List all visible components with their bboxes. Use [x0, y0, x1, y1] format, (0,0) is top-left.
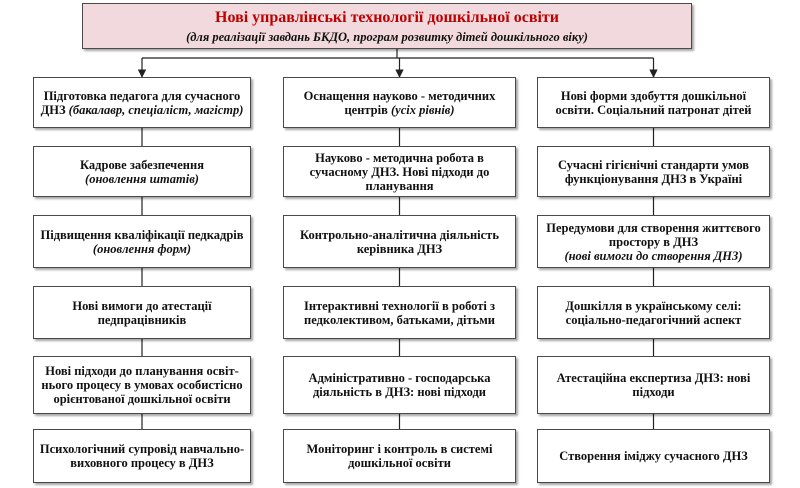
box-text: Науково - методична робота в сучасному ДНЗ. Нові підходи до планування — [309, 150, 490, 193]
box-text: Контрольно-аналітична діяльність керівника ДНЗ — [300, 227, 499, 256]
box-text: Психологічний супровід навчально-виховного процесу в ДНЗ — [39, 442, 245, 470]
box-text: Дошкілля в українському селі: соціально-педагогічний аспект — [565, 298, 742, 327]
box-col3-row1 — [537, 77, 770, 128]
box-col1-row3 — [33, 215, 251, 268]
box-text: Передумови для створення життєвого простору в ДНЗ — [546, 220, 761, 249]
box-col2-row4 — [283, 286, 516, 339]
box-col1-row1 — [33, 77, 251, 128]
box-italic-note: (бакалавр, спеціаліст, магістр) — [68, 102, 244, 117]
box-text: Нові вимоги до атестації педпрацівників — [72, 298, 212, 327]
box-text: Моніторинг і контроль в системі дошкільної освіти — [306, 442, 493, 470]
box-col2-row6 — [283, 429, 516, 483]
box-text: Нові підходи до планування освіт-нього процесу в умовах особистісно орієнтованої дошкільної освіти — [41, 364, 243, 406]
box-text: Нові форми здобуття дошкільної освіти. Соціальний патронат дітей — [555, 88, 752, 117]
box-col3-row2 — [537, 146, 770, 197]
box-text: Сучасні гігієнічні стандарти умов функціонування ДНЗ в Україні — [557, 157, 750, 186]
box-text: Підготовка педагога для сучасного ДНЗ — [40, 88, 241, 117]
box-col2-row1 — [283, 77, 516, 128]
box-text: Атестаційна експертиза ДНЗ: нові підходи — [556, 371, 751, 399]
box-col2-row5 — [283, 356, 516, 414]
box-col1-row2 — [33, 146, 251, 197]
header-box — [82, 3, 692, 49]
box-col3-row5 — [537, 356, 770, 414]
header-title: Нові управлінські технології дошкільної освіти — [215, 9, 559, 26]
box-text: Інтерактивні технології в роботі з педколективом, батьками, дітьми — [303, 298, 496, 327]
box-text: Підвищення кваліфікації педкадрів — [40, 227, 244, 242]
box-italic-note: (нові вимоги до створення ДНЗ) — [564, 248, 743, 263]
box-col3-row4 — [537, 286, 770, 339]
box-col2-row2 — [283, 146, 516, 197]
box-col3-row3 — [537, 215, 770, 268]
box-text: Створення іміджу сучасного ДНЗ — [559, 449, 748, 463]
box-col1-row4 — [33, 286, 251, 339]
box-text: Кадрове забезпечення — [80, 157, 204, 172]
box-italic-note: (оновлення форм) — [92, 241, 192, 256]
box-col3-row6 — [537, 429, 770, 483]
box-italic-note: (усіх рівнів) — [390, 102, 455, 117]
box-text: Оснащення науково - методичних центрів — [303, 88, 496, 117]
box-col1-row6 — [33, 429, 251, 483]
header-subtitle: (для реалізації завдань БКДО, програм розвитку дітей дошкільного віку) — [186, 30, 588, 44]
box-text: Адміністративно - господарська діяльність в ДНЗ: нові підходи — [308, 371, 491, 399]
box-col2-row3 — [283, 215, 516, 268]
box-italic-note: (оновлення штатів) — [85, 171, 199, 186]
box-col1-row5 — [33, 356, 251, 414]
